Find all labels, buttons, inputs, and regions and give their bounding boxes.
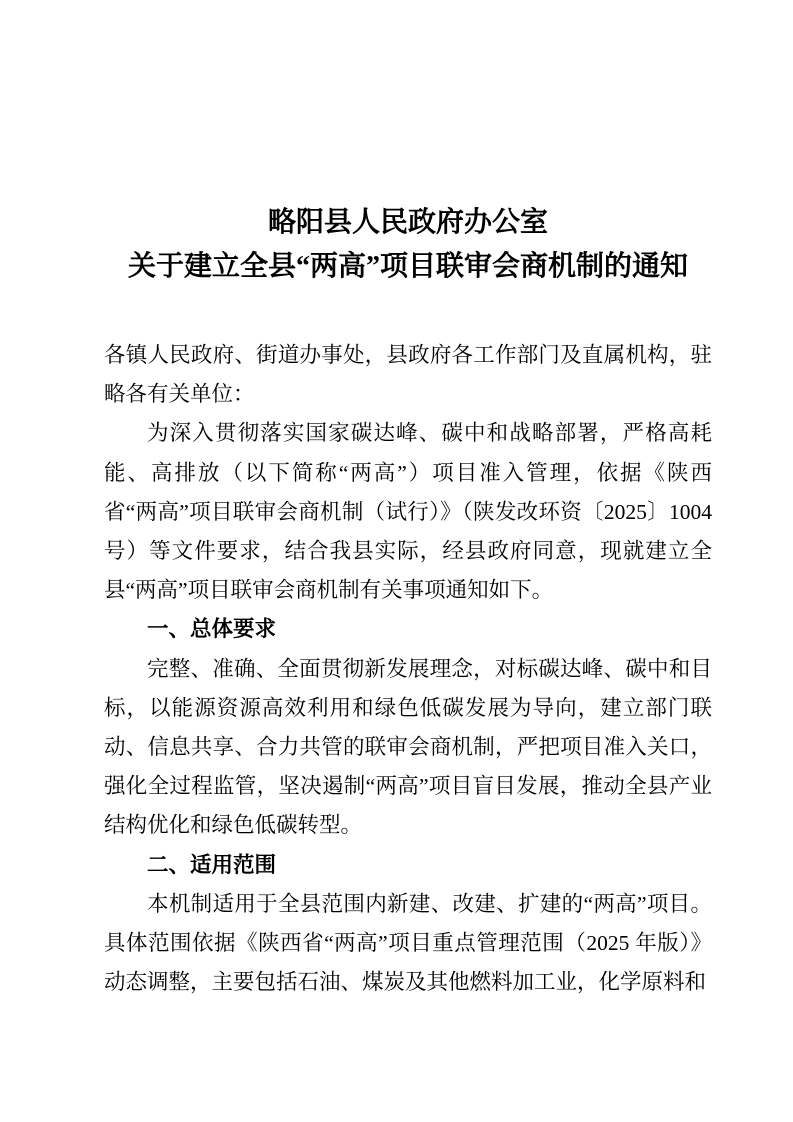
paragraph-applicable-scope: 本机制适用于全县范围内新建、改建、扩建的“两高”项目。具体范围依据《陕西省“两高”项目重点管理范围（2025 年版）》动态调整，主要包括石油、煤炭及其他燃料加工业，化学原料和 bbox=[104, 891, 712, 995]
paragraph-intro: 为深入贯彻落实国家碳达峰、碳中和战略部署，严格高耗能、高排放（以下简称“两高”）项目准入管理，依据《陕西省“两高”项目联审会商机制（试行）》（陕发改环资〔2025〕1004 号）等文件要求，结合我县实际，经县政府同意，现就建立全县“两高”项目联审会商机制有关事项通知如下。 bbox=[104, 421, 712, 603]
document-title-line-1: 略阳县人民政府办公室 bbox=[267, 207, 548, 238]
paragraph-overall-requirements: 完整、准确、全面贯彻新发展理念，对标碳达峰、碳中和目标，以能源资源高效利用和绿色低碳发展为导向，建立部门联动、信息共享、合力共管的联审会商机制，严把项目准入关口，强化全过程监管，坚决遏制“两高”项目盲目发展，推动全县产业结构优化和绿色低碳转型。 bbox=[104, 656, 712, 838]
document-body bbox=[104, 336, 712, 1002]
section-heading-overall-requirements: 一、总体要求 bbox=[147, 617, 277, 643]
document-content-column bbox=[104, 201, 712, 1002]
section-heading-applicable-scope: 二、适用范围 bbox=[147, 852, 277, 878]
document-title-line-2: 关于建立全县“两高”项目联审会商机制的通知 bbox=[127, 251, 688, 282]
salutation-line: 各镇人民政府、街道办事处，县政府各工作部门及直属机构，驻略各有关单位： bbox=[104, 343, 712, 407]
